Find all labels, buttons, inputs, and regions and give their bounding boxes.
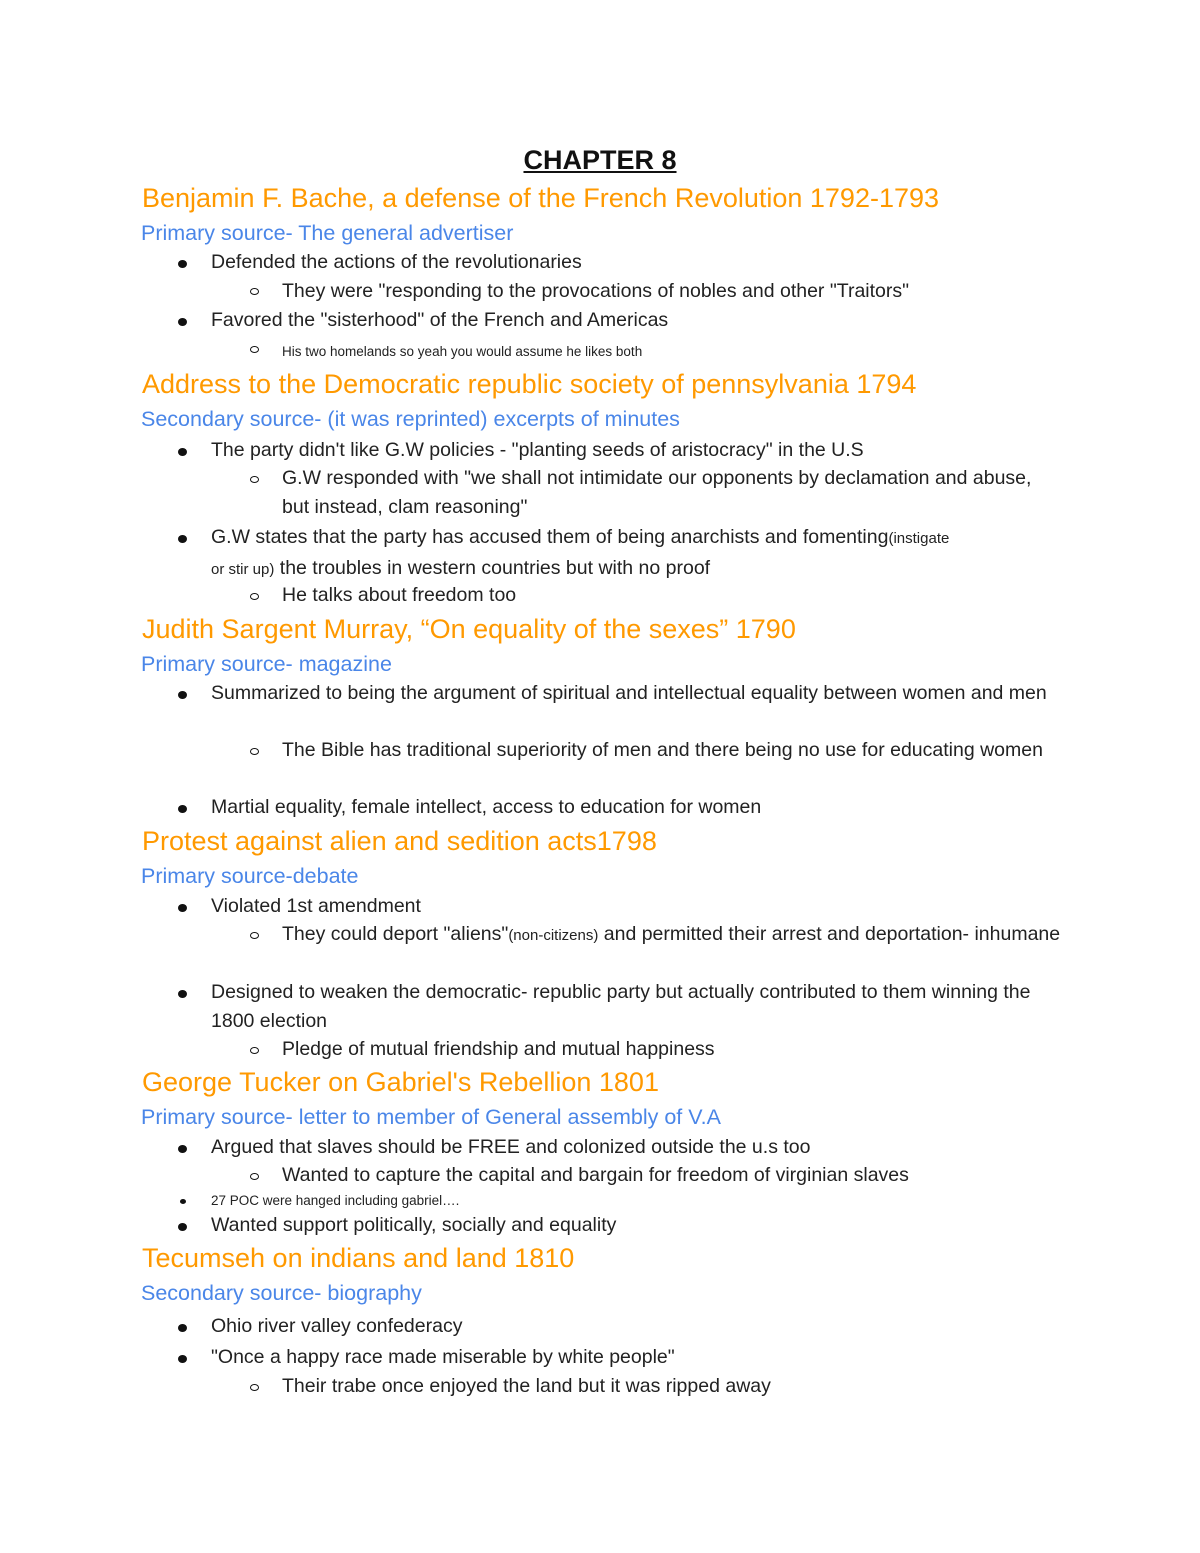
section-heading: Judith Sargent Murray, “On equality of the sexes” 1790 <box>142 614 796 644</box>
section-heading: Address to the Democratic republic society of pennsylvania 1794 <box>142 369 917 399</box>
section-heading: George Tucker on Gabriel's Rebellion 1801 <box>142 1067 659 1097</box>
bullet-dot <box>178 1145 187 1153</box>
bullet-dot <box>178 1324 187 1332</box>
source-line: Secondary source- biography <box>141 1281 422 1305</box>
sub-bullet-item: G.W responded with "we shall not intimidate our opponents by declamation and abuse, but instead, clam reasoning" <box>282 467 1032 518</box>
bullet-item: "Once a happy race made miserable by white people" <box>211 1346 675 1368</box>
source-line: Primary source-debate <box>141 864 359 888</box>
bullet-item: Argued that slaves should be FREE and colonized outside the u.s too <box>211 1136 811 1158</box>
page-title: CHAPTER 8 <box>523 145 677 175</box>
bullet-text: G.W states that the party has accused them of being anarchists and fomenting <box>211 526 889 548</box>
bullet-dot <box>178 1355 187 1363</box>
bullet-dot <box>178 318 187 326</box>
section-heading: Benjamin F. Bache, a defense of the French Revolution 1792-1793 <box>142 183 940 213</box>
bullet-item: Violated 1st amendment <box>211 895 421 917</box>
sub-bullet-item: Wanted to capture the capital and bargain for freedom of virginian slaves <box>282 1164 909 1186</box>
bullet-note: (instigate <box>888 530 950 547</box>
bullet-dot <box>178 904 187 912</box>
sub-bullet-item: His two homelands so yeah you would assume he likes both <box>282 344 643 359</box>
bullet-dot <box>178 805 187 813</box>
section-heading: Tecumseh on indians and land 1810 <box>142 1243 575 1273</box>
bullet-item: Favored the "sisterhood" of the French and Americas <box>211 309 669 331</box>
bullet-item: Summarized to being the argument of spiritual and intellectual equality between women and men <box>211 682 1047 704</box>
sub-bullet-item: Pledge of mutual friendship and mutual happiness <box>282 1038 715 1060</box>
source-line: Secondary source- (it was reprinted) excerpts of minutes <box>141 407 680 431</box>
bullet-item: Defended the actions of the revolutionaries <box>211 251 582 273</box>
section-heading: Protest against alien and sedition acts1798 <box>142 826 657 856</box>
sub-bullet-circle <box>250 346 259 353</box>
sub-bullet-item: The Bible has traditional superiority of men and there being no use for educating women <box>282 739 1043 761</box>
sub-bullet-circle <box>250 593 259 600</box>
source-line: Primary source- The general advertiser <box>141 221 514 245</box>
bullet-item: Martial equality, female intellect, access to education for women <box>211 796 762 818</box>
bullet-dot <box>178 1223 187 1231</box>
sub-bullet-circle <box>250 932 259 939</box>
bullet-item: Wanted support politically, socially and equality <box>211 1214 617 1236</box>
sub-bullet-circle <box>250 476 259 483</box>
sub-bullet-text: They could deport "aliens" <box>282 923 509 945</box>
sub-bullet-item <box>282 920 1062 951</box>
sub-bullet-circle <box>250 1173 259 1180</box>
bullet-item: 27 POC were hanged including gabriel…. <box>211 1193 460 1208</box>
bullet-item: Designed to weaken the democratic- republic party but actually contributed to them winning the 1800 election <box>211 981 1031 1032</box>
sub-bullet-item: They were "responding to the provocations of nobles and other "Traitors" <box>282 280 910 302</box>
bullet-dot <box>178 448 187 456</box>
bullet-dot <box>180 1199 186 1204</box>
source-line: Primary source- magazine <box>141 652 392 676</box>
bullet-text: the troubles in western countries but with no proof <box>274 556 711 579</box>
bullet-dot <box>178 691 187 699</box>
sub-bullet-item: Their trabe once enjoyed the land but it was ripped away <box>282 1375 771 1397</box>
sub-bullet-item: He talks about freedom too <box>282 584 517 606</box>
bullet-note: or stir up) <box>211 560 275 578</box>
bullet-item: The party didn't like G.W policies - "planting seeds of aristocracy" in the U.S <box>211 439 864 461</box>
sub-bullet-circle <box>250 748 259 755</box>
bullet-dot <box>178 990 187 998</box>
sub-bullet-text: and permitted their arrest and deportation- inhumane <box>598 923 1061 945</box>
sub-bullet-circle <box>250 288 259 295</box>
sub-bullet-circle <box>250 1047 259 1054</box>
bullet-dot <box>178 535 187 543</box>
bullet-item: Ohio river valley confederacy <box>211 1315 463 1337</box>
bullet-item <box>211 523 1061 584</box>
sub-bullet-note: (non-citizens) <box>508 927 599 944</box>
source-line: Primary source- letter to member of General assembly of V.A <box>141 1105 721 1129</box>
sub-bullet-circle <box>250 1384 259 1391</box>
bullet-dot <box>178 260 187 268</box>
